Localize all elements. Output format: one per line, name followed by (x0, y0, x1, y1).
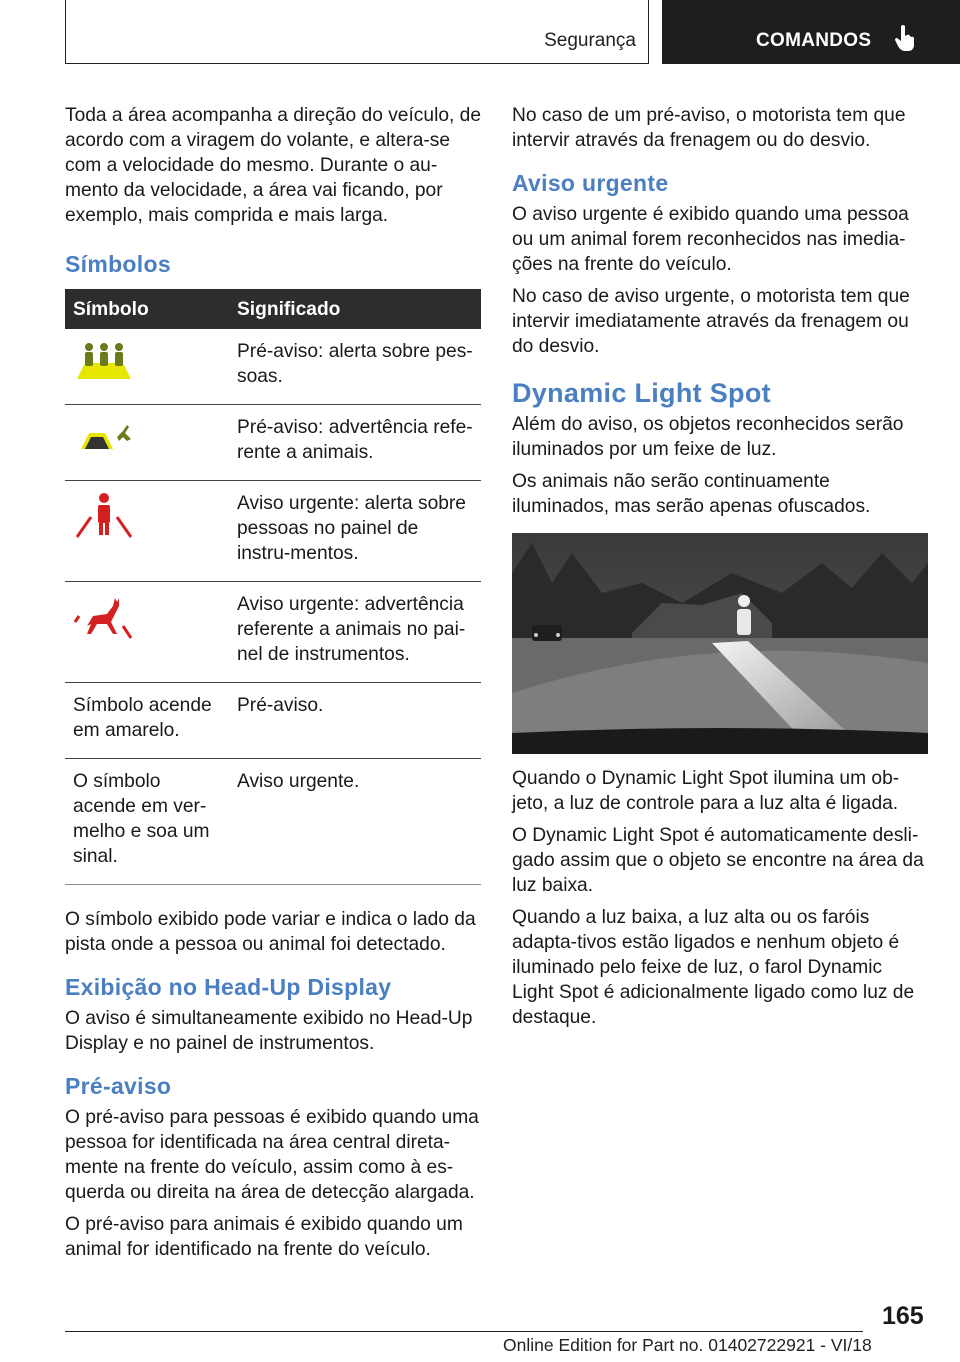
pre-warning-action-paragraph: No caso de um pré-aviso, o motorista tem que intervir através da frenagem ou do desvio. (512, 105, 906, 151)
table-cell-meaning: Pré-aviso. (229, 683, 481, 759)
pre-warning-paragraph-1: O pré-aviso para pessoas é exibido quando uma pessoa for identificada na área central direta-mente na frente do veículo, assim como à es-querda ou direita na área de detecção alargada. (65, 1107, 479, 1203)
header-section-box (65, 0, 649, 64)
people-yellow-icon (73, 339, 135, 381)
hud-heading: Exibição no Head-Up Display (65, 974, 392, 1000)
pre-warning-paragraph-2: O pré-aviso para animais é exibido quando um animal for identificado na frente do veículo. (65, 1214, 463, 1260)
footer-edition: Online Edition for Part no. 01402722921 - VI/18 (503, 1335, 872, 1355)
urgent-paragraph-1: O aviso urgente é exibido quando uma pessoa ou um animal forem reconhecidos nas imedia-ções na frente do veículo. (512, 204, 909, 275)
table-cell-meaning: Pré-aviso: alerta sobre pes-soas. (229, 329, 481, 405)
right-column (512, 103, 928, 1037)
table-cell-symbol (65, 405, 229, 481)
symbols-heading: Símbolos (65, 251, 171, 277)
table-cell-symbol (65, 582, 229, 683)
dls-paragraph-2: Os animais não serão continuamente iluminados, mas serão apenas ofuscados. (512, 471, 871, 517)
after-table-paragraph: O símbolo exibido pode variar e indica o lado da pista onde a pessoa ou animal foi detectado. (65, 909, 476, 955)
table-cell-symbol: Símbolo acende em amarelo. (65, 683, 229, 759)
person-red-icon (73, 491, 135, 541)
header-chapter-title: COMANDOS (756, 30, 872, 51)
intro-paragraph: Toda a área acompanha a direção do veículo, de acordo com a viragem do volante, e altera-se com a velocidade do mesmo. Durante o au-mento da velocidade, a área vai ficando, por exemplo, mais comprida e mais larga. (65, 105, 482, 226)
footer-divider (65, 1331, 863, 1332)
dls-paragraph-1: Além do aviso, os objetos reconhecidos serão iluminados por um feixe de luz. (512, 414, 904, 460)
symbols-table (65, 289, 481, 885)
header-section-title: Segurança (544, 30, 636, 51)
pointing-hand-icon (894, 24, 916, 52)
deer-red-icon (73, 592, 135, 642)
header-chapter-tab (662, 0, 960, 64)
table-row (65, 759, 481, 885)
dynamic-light-spot-illustration (512, 533, 928, 754)
table-row (65, 405, 481, 481)
table-cell-meaning: Pré-aviso: advertência refe-rente a animais. (229, 405, 481, 481)
dynamic-light-spot-heading: Dynamic Light Spot (512, 378, 771, 408)
after-image-paragraph-2: O Dynamic Light Spot é automaticamente desli-gado assim que o objeto se encontre na área da luz baixa. (512, 825, 924, 896)
after-image-paragraph-1: Quando o Dynamic Light Spot ilumina um ob-jeto, a luz de controle para a luz alta é ligada. (512, 768, 900, 814)
table-row (65, 683, 481, 759)
table-row (65, 329, 481, 405)
table-cell-symbol (65, 329, 229, 405)
table-header-row (65, 289, 481, 329)
table-header-meaning: Significado (229, 289, 481, 329)
table-cell-meaning: Aviso urgente: alerta sobre pessoas no painel de instru-mentos. (229, 481, 481, 582)
table-cell-symbol: O símbolo acende em ver-melho e soa um sinal. (65, 759, 229, 885)
table-row (65, 481, 481, 582)
urgent-warning-heading: Aviso urgente (512, 170, 669, 196)
pre-warning-heading: Pré-aviso (65, 1073, 172, 1099)
hud-paragraph: O aviso é simultaneamente exibido no Head-Up Display e no painel de instrumentos. (65, 1008, 473, 1054)
page-number: 165 (882, 1302, 924, 1330)
table-cell-meaning: Aviso urgente. (229, 759, 481, 885)
table-cell-symbol (65, 481, 229, 582)
table-header-symbol: Símbolo (65, 289, 229, 329)
urgent-paragraph-2: No caso de aviso urgente, o motorista tem que intervir imediatamente através da frenagem ou do desvio. (512, 286, 910, 357)
animal-yellow-icon (73, 415, 135, 451)
table-cell-meaning: Aviso urgente: advertência referente a animais no pai-nel de instrumentos. (229, 582, 481, 683)
left-column (65, 103, 481, 1269)
after-image-paragraph-3: Quando a luz baixa, a luz alta ou os faróis adapta-tivos estão ligados e nenhum objeto é iluminado pelo feixe de luz, o farol Dynamic Light Spot é adicionalmente ligado como luz de destaque. (512, 907, 915, 1028)
table-row (65, 582, 481, 683)
